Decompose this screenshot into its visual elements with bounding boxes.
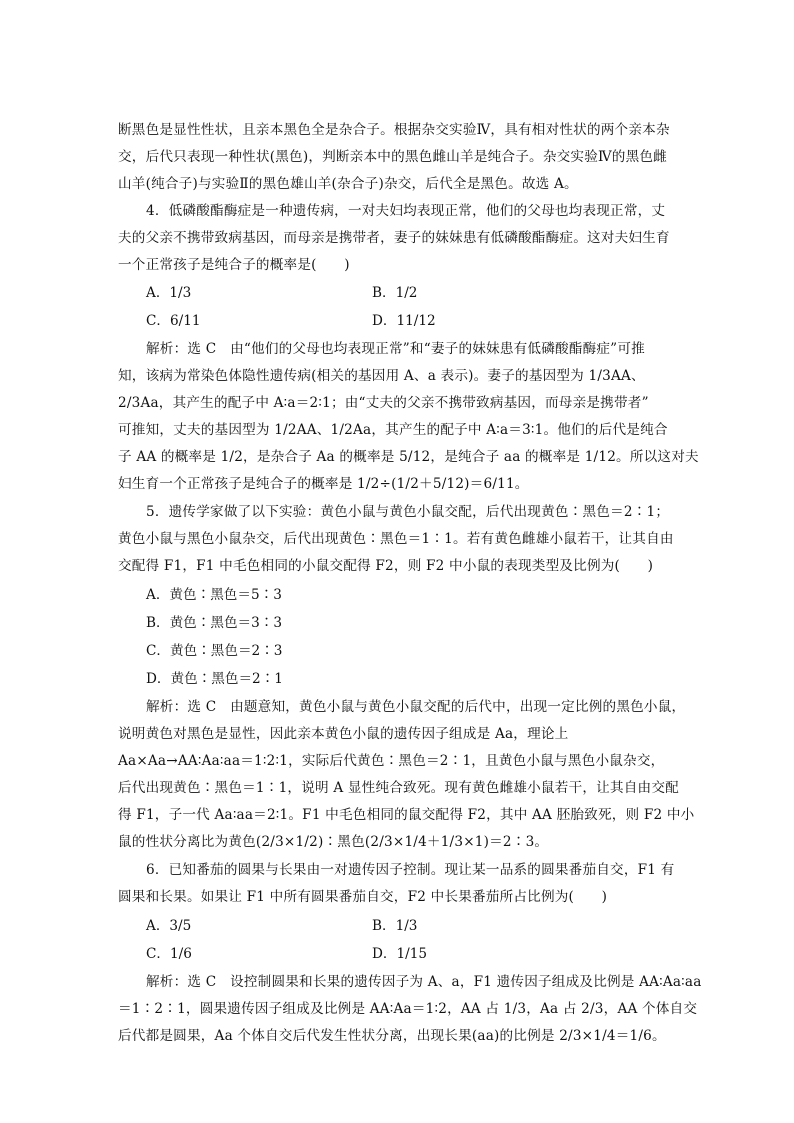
- analysis-text: 鼠的性状分离比为黄色(2/3×1/2)∶黑色(2/3×1/4＋1/3×1)＝2∶3。: [118, 834, 549, 850]
- option-c: C．1/6: [146, 946, 192, 962]
- analysis-text: 解析：选 C 由“他们的父母也均表现正常”和“妻子的妹妹患有低磷酸酯酶症”可推: [146, 341, 645, 357]
- analysis-text: 说明黄色对黑色是显性，因此亲本黄色小鼠的遗传因子组成是 Aa，理论上: [118, 726, 569, 742]
- analysis-text: 得 F1，子一代 Aa∶aa＝2∶1。F1 中毛色相同的鼠交配得 F2，其中 AA 胚胎致死，则 F2 中小: [118, 807, 695, 823]
- text-line: 山羊(纯合子)与实验Ⅱ的黑色雄山羊(杂合子)杂交，后代全是黑色。故选 A。: [118, 176, 578, 192]
- question-5-text: 交配得 F1，F1 中毛色相同的小鼠交配得 F2，则 F2 中小鼠的表现类型及比例为( ): [118, 558, 654, 574]
- question-6-text: 6．已知番茄的圆果与长果由一对遗传因子控制。现让某一品系的圆果番茄自交，F1 有: [146, 862, 675, 878]
- analysis-text: 解析：选 C 设控制圆果和长果的遗传因子为 A、a，F1 遗传因子组成及比例是 AA∶Aa∶aa: [146, 974, 702, 990]
- text-line: 断黑色是显性性状，且亲本黑色全是杂合子。根据杂交实验Ⅳ，具有相对性状的两个亲本杂: [118, 122, 670, 138]
- analysis-text: Aa×Aa→AA∶Aa∶aa＝1∶2∶1，实际后代黄色∶黑色＝2∶1，且黄色小鼠与黑色小鼠杂交，: [118, 753, 665, 769]
- question-5-text: 黄色小鼠与黑色小鼠杂交，后代出现黄色∶黑色＝1∶1。若有黄色雌雄小鼠若干，让其自由: [118, 531, 674, 547]
- option-b: B．1/3: [372, 918, 418, 934]
- analysis-text: 妇生育一个正常孩子是纯合子的概率是 1/2÷(1/2＋5/12)＝6/11。: [118, 476, 529, 492]
- question-6-text: 圆果和长果。如果让 F1 中所有圆果番茄自交，F2 中长果番茄所占比例为( ): [118, 889, 608, 905]
- analysis-text: 知，该病为常染色体隐性遗传病(相关的基因用 A、a 表示)。妻子的基因型为 1/3AA、: [118, 368, 645, 384]
- analysis-text: ＝1∶2∶1，圆果遗传因子组成及比例是 AA∶Aa＝1∶2，AA 占 1/3，Aa 占 2/3，AA 个体自交: [118, 1001, 698, 1017]
- analysis-text: 后代都是圆果，Aa 个体自交后代发生性状分离，出现长果(aa)的比例是 2/3×1/4＝1/6。: [118, 1028, 666, 1044]
- question-4-text: 一个正常孩子是纯合子的概率是( ): [118, 257, 350, 273]
- question-5-text: 5．遗传学家做了以下实验：黄色小鼠与黄色小鼠交配，后代出现黄色∶黑色＝2∶1；: [146, 504, 670, 520]
- option-d: D．11/12: [372, 313, 436, 329]
- analysis-text: 后代出现黄色∶黑色＝1∶1，说明 A 显性纯合致死。现有黄色雌雄小鼠若干，让其自由交配: [118, 780, 679, 796]
- option-d: D．黄色∶黑色＝2∶1: [146, 671, 283, 687]
- analysis-text: 解析：选 C 由题意知，黄色小鼠与黄色小鼠交配的后代中，出现一定比例的黑色小鼠，: [146, 699, 686, 715]
- option-a: A．1/3: [146, 285, 192, 301]
- question-4-text: 4．低磷酸酯酶症是一种遗传病，一对夫妇均表现正常，他们的父母也均表现正常，丈: [146, 203, 666, 219]
- question-4-text: 夫的父亲不携带致病基因，而母亲是携带者，妻子的妹妹患有低磷酸酯酶症。这对夫妇生育: [118, 230, 670, 246]
- analysis-text: 可推知，丈夫的基因型为 1/2AA、1/2Aa，其产生的配子中 A∶a＝3∶1。他们的后代是纯合: [118, 422, 668, 438]
- analysis-text: 2/3Aa，其产生的配子中 A∶a＝2∶1；由“丈夫的父亲不携带致病基因，而母亲是携带者”: [118, 395, 649, 411]
- option-a: A．3/5: [146, 918, 192, 934]
- option-a: A．黄色∶黑色＝5∶3: [146, 587, 282, 603]
- analysis-text: 子 AA 的概率是 1/2，是杂合子 Aa 的概率是 5/12，是纯合子 aa 的概率是 1/12。所以这对夫: [118, 449, 699, 465]
- text-line: 交，后代只表现一种性状(黑色)，判断亲本中的黑色雌山羊是纯合子。杂交实验Ⅳ的黑色雌: [118, 149, 667, 165]
- option-d: D．1/15: [372, 946, 428, 962]
- option-b: B．黄色∶黑色＝3∶3: [146, 615, 283, 631]
- option-c: C．6/11: [146, 313, 201, 329]
- option-c: C．黄色∶黑色＝2∶3: [146, 643, 283, 659]
- option-b: B．1/2: [372, 285, 418, 301]
